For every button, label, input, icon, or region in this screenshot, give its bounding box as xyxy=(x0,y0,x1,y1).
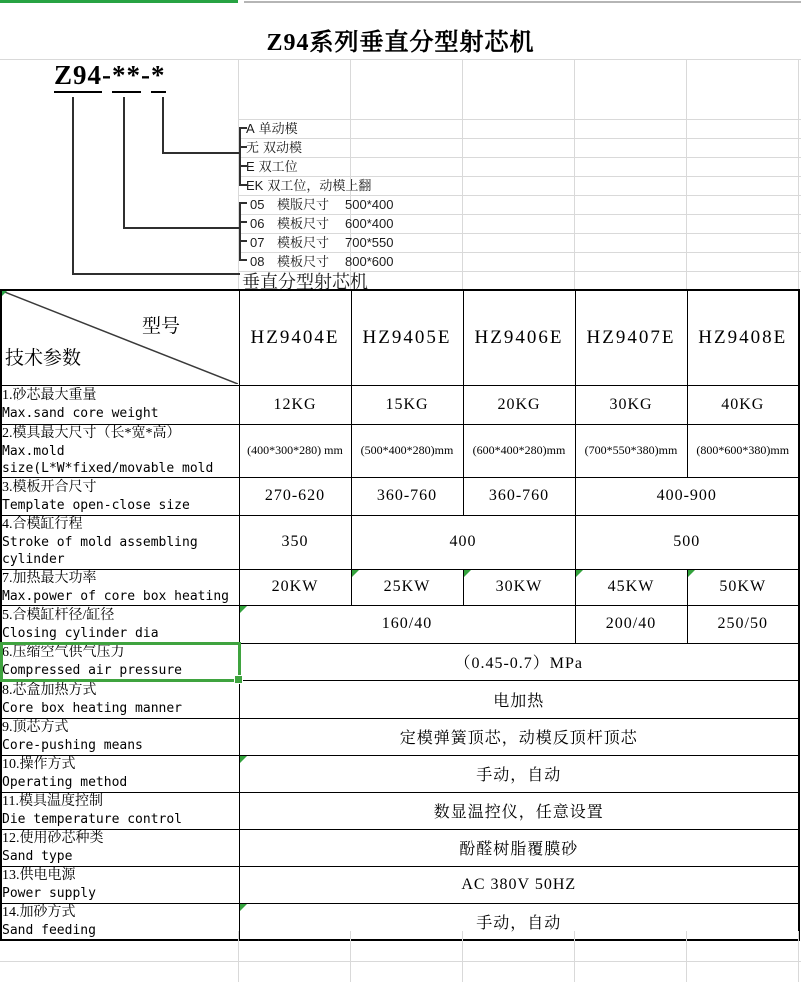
value-cell[interactable]: 酚醛树脂覆膜砂 xyxy=(239,829,799,866)
table-row xyxy=(1,903,799,940)
gridline xyxy=(686,931,687,982)
gridline xyxy=(238,119,801,120)
value-cell[interactable]: 400-900 xyxy=(575,477,799,515)
value-cell[interactable]: AC 380V 50HZ xyxy=(239,866,799,903)
value-cell[interactable]: 15KG xyxy=(351,385,463,424)
value-cell[interactable]: (500*400*280)mm xyxy=(351,424,463,477)
variant-label: 双动模 xyxy=(263,140,303,155)
row-label-en: Core-pushing means xyxy=(2,738,143,753)
gridline xyxy=(574,59,575,289)
fill-handle[interactable] xyxy=(234,675,243,684)
row-label-en: Sand feeding xyxy=(2,922,96,938)
row-label-en: Max.power of core box heating xyxy=(2,588,229,604)
connector-line xyxy=(162,97,164,153)
value-cell[interactable]: 270-620 xyxy=(239,477,351,515)
selection-border xyxy=(0,642,241,682)
spec-table xyxy=(0,289,800,941)
table-row xyxy=(1,643,799,680)
row-label-en: Sand type xyxy=(2,849,73,864)
row-label-zh: 1.砂芯最大重量 xyxy=(2,388,97,403)
value-cell[interactable] xyxy=(351,569,463,605)
value-cell[interactable] xyxy=(575,569,687,605)
row-label-zh: 11.模具温度控制 xyxy=(2,794,103,809)
bracket-line xyxy=(239,127,241,186)
size-value: 600*400 xyxy=(345,216,394,231)
value-cell[interactable]: 20KG xyxy=(463,385,575,424)
model-code-mid: ** xyxy=(112,60,141,93)
row-label-cell[interactable] xyxy=(1,718,239,755)
table-row xyxy=(1,569,799,605)
value-cell[interactable]: 电加热 xyxy=(239,680,799,718)
gridline xyxy=(462,931,463,982)
corner-label-params: 技术参数 xyxy=(5,348,82,369)
table-row xyxy=(1,755,799,792)
row-label-zh: 13.供电电源 xyxy=(2,868,76,883)
cell-flag-triangle xyxy=(688,570,695,577)
value-cell[interactable]: (600*400*280)mm xyxy=(463,424,575,477)
variant-option xyxy=(246,159,298,174)
size-name: 模板尺寸 xyxy=(277,254,330,269)
row-label-en: Core box heating manner xyxy=(2,700,183,716)
row-label-en: Power supply xyxy=(2,886,96,901)
row-label-zh: 10.操作方式 xyxy=(2,757,76,772)
variant-option xyxy=(246,140,302,155)
variant-label: 双工位，动模上翻 xyxy=(267,178,372,193)
base-machine-label: 垂直分型射芯机 xyxy=(242,272,368,292)
corner-cell[interactable] xyxy=(1,290,239,385)
row-label-cell[interactable] xyxy=(1,829,239,866)
cell-flag-triangle xyxy=(240,904,247,911)
model-header[interactable]: HZ9406E xyxy=(463,290,575,385)
value-cell[interactable] xyxy=(239,903,799,940)
row-label-zh: 5.合模缸杆径/缸径 xyxy=(2,607,115,623)
table-row xyxy=(1,718,799,755)
value-cell[interactable]: 500 xyxy=(575,515,799,569)
size-name: 模板尺寸 xyxy=(277,216,330,231)
connector-line xyxy=(162,152,241,154)
row-label-cell[interactable] xyxy=(1,424,239,477)
row-label-cell[interactable] xyxy=(1,569,239,605)
cell-text: 30KW xyxy=(495,578,543,595)
table-row xyxy=(1,792,799,829)
size-code: 08 xyxy=(250,254,265,269)
table-row xyxy=(1,680,799,718)
row-label-cell-selected[interactable] xyxy=(1,643,239,680)
connector-line xyxy=(123,97,125,228)
row-label-zh: 4.合模缸行程 xyxy=(2,517,83,532)
cell-text: 45KW xyxy=(607,578,655,595)
size-option xyxy=(250,235,393,250)
row-label-zh: 12.使用砂芯种类 xyxy=(2,831,104,846)
size-option xyxy=(250,254,393,269)
value-cell[interactable]: 200/40 xyxy=(575,605,687,643)
model-code-dash: - xyxy=(141,60,152,90)
size-value: 800*600 xyxy=(345,254,394,269)
table-row xyxy=(1,424,799,477)
bracket-tick xyxy=(239,259,247,261)
value-cell[interactable]: （0.45-0.7）MPa xyxy=(239,643,799,680)
gridline xyxy=(798,931,799,982)
size-option xyxy=(250,216,393,231)
connector-line xyxy=(72,273,240,275)
bracket-line xyxy=(239,202,241,261)
row-label-en: Template open-close size xyxy=(2,497,190,513)
row-label-zh: 14.加砂方式 xyxy=(2,904,76,920)
gridline xyxy=(238,157,801,158)
gridline xyxy=(238,176,801,177)
row-label-en: Operating method xyxy=(2,775,128,790)
bracket-tick xyxy=(239,202,247,204)
row-label-cell[interactable] xyxy=(1,605,239,643)
cell-flag-triangle xyxy=(576,570,583,577)
value-cell[interactable] xyxy=(463,569,575,605)
gridline xyxy=(798,59,799,289)
value-cell[interactable]: (700*550*380)mm xyxy=(575,424,687,477)
row-label-cell[interactable] xyxy=(1,755,239,792)
cell-text: 50KW xyxy=(719,578,767,595)
size-code: 05 xyxy=(250,197,265,212)
table-row xyxy=(1,515,799,569)
variant-option xyxy=(246,178,371,193)
size-code: 07 xyxy=(250,235,265,250)
row-label-zh: 2.模具最大尺寸（长*宽*高） xyxy=(2,425,181,441)
variant-label: 双工位 xyxy=(258,159,298,174)
row-label-zh: 9.顶芯方式 xyxy=(2,720,69,735)
model-code-prefix: Z94 xyxy=(54,60,102,93)
gridline xyxy=(238,214,801,215)
size-name: 模板尺寸 xyxy=(277,235,330,250)
size-option xyxy=(250,197,393,212)
model-code-dash: - xyxy=(102,60,113,90)
cell-text: 25KW xyxy=(383,578,431,595)
cell-flag-triangle xyxy=(240,756,247,763)
gridline xyxy=(350,931,351,982)
corner-label-model: 型号 xyxy=(142,316,181,337)
gridline xyxy=(238,931,239,982)
model-header[interactable]: HZ9405E xyxy=(351,290,463,385)
variant-label: 单动模 xyxy=(258,121,298,136)
row-label-cell[interactable] xyxy=(1,866,239,903)
row-label-en: Stroke of mold assembling cylinder xyxy=(2,535,198,567)
gridline xyxy=(238,252,801,253)
row-label-cell[interactable] xyxy=(1,680,239,718)
value-cell[interactable]: 350 xyxy=(239,515,351,569)
row-label-zh: 3.模板开合尺寸 xyxy=(2,479,97,495)
size-code: 06 xyxy=(250,216,265,231)
gridline xyxy=(238,138,801,139)
value-cell[interactable]: (800*600*380)mm xyxy=(687,424,799,477)
table-row xyxy=(1,477,799,515)
model-code xyxy=(54,60,166,91)
row-label-cell[interactable] xyxy=(1,903,239,940)
variant-code: 无 xyxy=(246,140,260,155)
row-label-en: Die temperature control xyxy=(2,812,183,827)
row-label-en: Closing cylinder dia xyxy=(2,625,159,641)
model-header[interactable]: HZ9407E xyxy=(575,290,687,385)
table-row xyxy=(1,866,799,903)
bracket-tick xyxy=(239,221,247,223)
value-cell[interactable]: (400*300*280) mm xyxy=(239,424,351,477)
value-cell[interactable] xyxy=(239,755,799,792)
cell-flag-triangle xyxy=(2,291,7,296)
variant-code: E xyxy=(246,159,255,174)
variant-code: A xyxy=(246,121,255,136)
value-cell[interactable]: 40KG xyxy=(687,385,799,424)
value-cell[interactable]: 250/50 xyxy=(687,605,799,643)
top-green-bar xyxy=(0,0,238,3)
value-cell[interactable]: 定模弹簧顶芯，动模反顶杆顶芯 xyxy=(239,718,799,755)
table-row xyxy=(1,829,799,866)
row-label-zh: 8.芯盒加热方式 xyxy=(2,682,97,698)
value-cell[interactable]: 360-760 xyxy=(351,477,463,515)
row-label-zh: 7.加热最大功率 xyxy=(2,570,97,586)
row-label-en: Max.sand core weight xyxy=(2,406,159,421)
size-value: 500*400 xyxy=(345,197,394,212)
table-row xyxy=(1,385,799,424)
row-label-zh: 6.压缩空气供气压力 xyxy=(2,645,125,660)
diagonal-line xyxy=(2,291,238,384)
gridline xyxy=(0,961,801,962)
value-cell[interactable]: 400 xyxy=(351,515,575,569)
size-name: 模版尺寸 xyxy=(277,197,330,212)
variant-option xyxy=(246,121,298,136)
gridline xyxy=(238,233,801,234)
cell-flag-triangle xyxy=(352,570,359,577)
gridline xyxy=(462,59,463,289)
model-header[interactable]: HZ9404E xyxy=(239,290,351,385)
value-cell[interactable]: 20KW xyxy=(239,569,351,605)
row-label-cell[interactable] xyxy=(1,385,239,424)
value-cell[interactable]: 30KG xyxy=(575,385,687,424)
size-value: 700*550 xyxy=(345,235,394,250)
top-gray-border xyxy=(244,1,801,3)
model-code-suffix: * xyxy=(151,60,166,93)
model-header[interactable]: HZ9408E xyxy=(687,290,799,385)
cell-text: 手动，自动 xyxy=(476,767,562,784)
cell-flag-triangle xyxy=(240,606,247,613)
variant-code: EK xyxy=(246,178,264,193)
row-label-en: Max.mold size(L*W*fixed/movable mold xyxy=(2,443,214,476)
table-row xyxy=(1,605,799,643)
gridline xyxy=(238,195,801,196)
gridline xyxy=(686,59,687,289)
cell-text: 手动，自动 xyxy=(476,914,562,932)
connector-line xyxy=(72,97,74,274)
value-cell[interactable]: 360-760 xyxy=(463,477,575,515)
row-label-en: Compressed air pressure xyxy=(2,663,183,678)
page-title: Z94系列垂直分型射芯机 xyxy=(266,30,535,56)
row-label-cell[interactable] xyxy=(1,792,239,829)
value-cell[interactable] xyxy=(687,569,799,605)
row-label-cell[interactable] xyxy=(1,477,239,515)
value-cell[interactable] xyxy=(239,605,575,643)
connector-line xyxy=(123,227,241,229)
value-cell[interactable]: 12KG xyxy=(239,385,351,424)
cell-text: 160/40 xyxy=(381,615,433,632)
row-label-cell[interactable] xyxy=(1,515,239,569)
bracket-tick xyxy=(239,240,247,242)
gridline xyxy=(574,931,575,982)
cell-flag-triangle xyxy=(464,570,471,577)
table-header-row xyxy=(1,290,799,385)
value-cell[interactable]: 数显温控仪，任意设置 xyxy=(239,792,799,829)
